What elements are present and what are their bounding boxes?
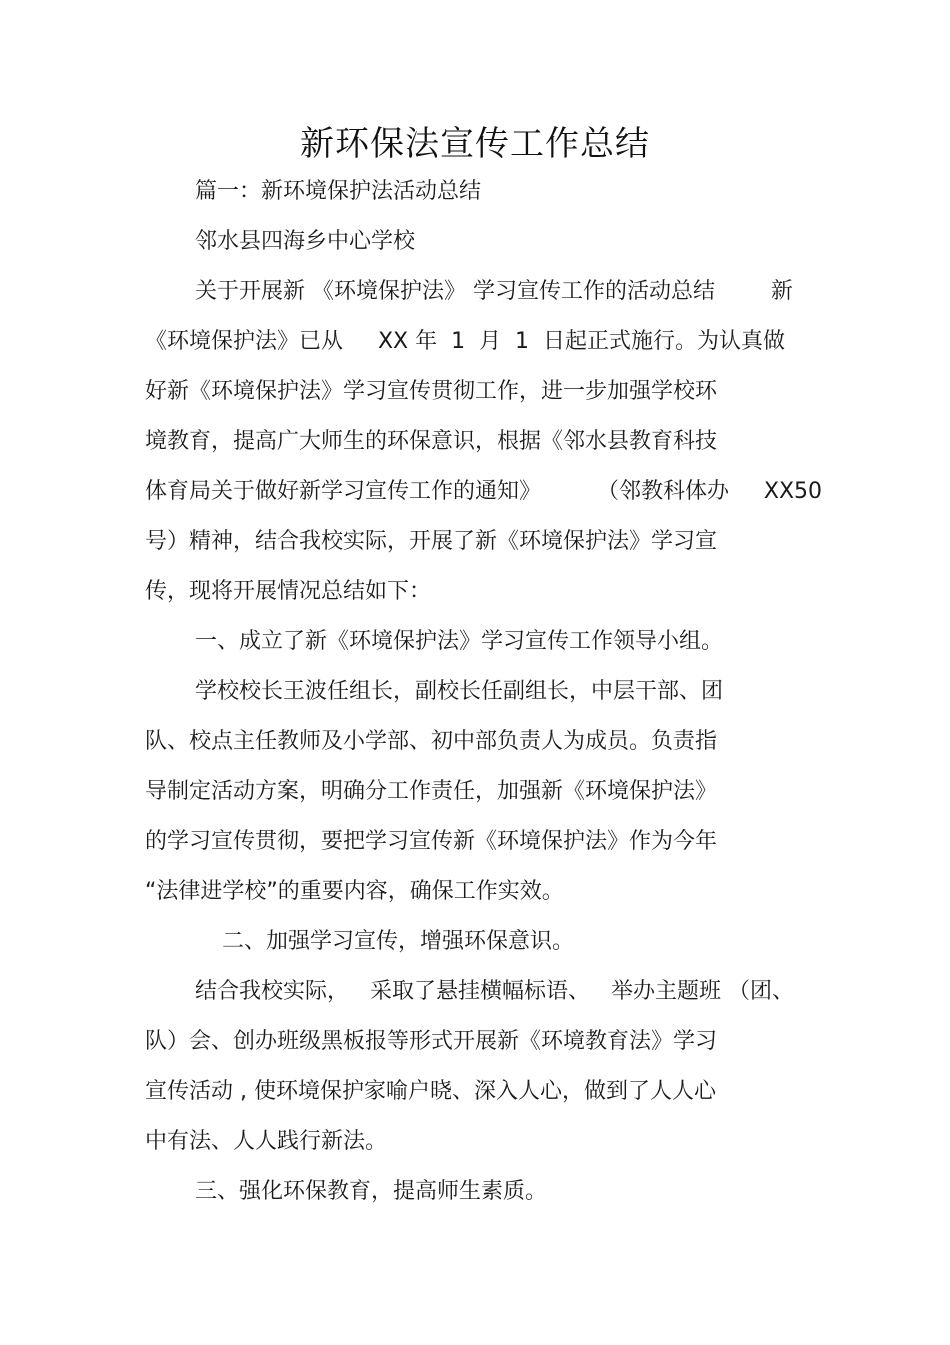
paragraph-line: 导制定活动方案，明确分工作责任，加强新《环境保护法》 [145, 779, 718, 804]
paragraph-line: 传，现将开展情况总结如下： [145, 579, 432, 604]
paragraph-line: 中有法、人人践行新法。 [145, 1129, 388, 1154]
section-heading-1: 篇一：新环境保护法活动总结 [195, 179, 482, 204]
paragraph-line: 号）精神，结合我校实际，开展了新《环境保护法》学习宣 [145, 529, 718, 554]
paragraph-line: 学校校长王波任组长，副校长任副组长，中层干部、团 [195, 679, 724, 704]
paragraph-line: 宣传活动 , 使环境保护家喻户晓、深入人心，做到了人人心 [145, 1079, 716, 1104]
subsection-heading-3: 三、强化环保教育，提高师生素质。 [195, 1179, 548, 1204]
paragraph-line: 结合我校实际， 采取了悬挂横幅标语、 举办主题班 （团、 [195, 979, 794, 1004]
paragraph-line: 队、校点主任教师及小学部、初中部负责人为成员。负责指 [145, 729, 718, 754]
subsection-heading-2: 二、加强学习宣传，增强环保意识。 [222, 929, 575, 954]
paragraph-line: 队）会、创办班级黑板报等形式开展新《环境教育法》学习 [145, 1029, 718, 1054]
subsection-heading-1: 一、成立了新《环境保护法》学习宣传工作领导小组。 [195, 629, 724, 654]
paragraph-line: 《环境保护法》已从 XX 年 1 月 1 日起正式施行。为认真做 [145, 329, 786, 354]
paragraph-line: 好新《环境保护法》学习宣传贯彻工作，进一步加强学校环 [145, 379, 718, 404]
paragraph-line: 境教育，提高广大师生的环保意识，根据《邻水县教育科技 [145, 429, 718, 454]
paragraph-line: “法律进学校”的重要内容，确保工作实效。 [145, 879, 564, 904]
paragraph-line: 关于开展新 《环境保护法》 学习宣传工作的活动总结 新 [195, 279, 793, 304]
paragraph-line: 的学习宣传贯彻，要把学习宣传新《环境保护法》作为今年 [145, 829, 718, 854]
school-name: 邻水县四海乡中心学校 [195, 229, 416, 254]
paragraph-line: 体育局关于做好新学习宣传工作的通知》 （邻教科体办 XX50 [145, 479, 823, 504]
document-title: 新环保法宣传工作总结 [300, 124, 650, 164]
